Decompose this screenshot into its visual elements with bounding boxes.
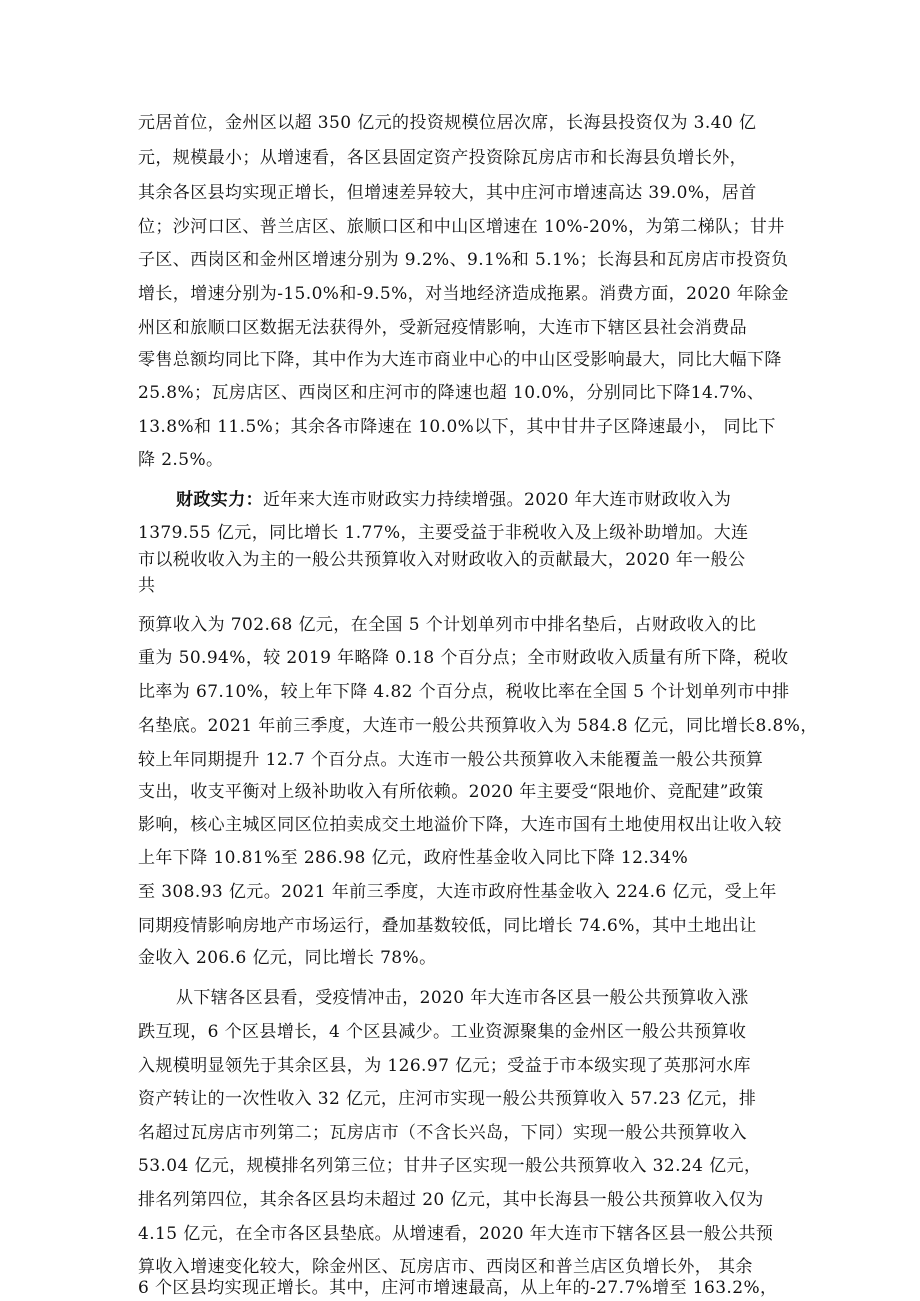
text-line: 算收入增速变化较大，除金州区、瓦房店市、西岗区和普兰店区负增长外， 其余 bbox=[138, 1257, 753, 1277]
text-line: 金收入 206.6 亿元，同比增长 78%。 bbox=[138, 948, 437, 968]
text-line: 跌互现，6 个区县增长，4 个区县减少。工业资源聚集的金州区一般公共预算收 bbox=[138, 1022, 747, 1042]
text-line: 共 bbox=[138, 576, 156, 596]
text-line: 入规模明显领先于其余区县，为 126.97 亿元；受益于市本级实现了英那河水库 bbox=[138, 1056, 751, 1076]
text-line: 53.04 亿元，规模排名列第三位；甘井子区实现一般公共预算收入 32.24 亿元， bbox=[138, 1156, 762, 1176]
text-line: 6 个区县均实现正增长。其中，庄河市增速最高，从上年的-27.7%增至 163.2%， bbox=[138, 1278, 778, 1298]
text-line: 比率为 67.10%，较上年下降 4.82 个百分点，税收比率在全国 5 个计划单列市中排 bbox=[138, 682, 790, 702]
text-line: 名超过瓦房店市列第二；瓦房店市（不含长兴岛，下同）实现一般公共预算收入 bbox=[138, 1123, 747, 1143]
text-line: 上年下降 10.81%至 286.98 亿元，政府性基金收入同比下降 12.34% bbox=[138, 848, 689, 868]
text-line: 13.8%和 11.5%；其余各市降速在 10.0%以下，其中甘井子区降速最小， 同比下 bbox=[138, 417, 776, 437]
text-line: 1379.55 亿元，同比增长 1.77%，主要受益于非税收入及上级补助增加。大连 bbox=[138, 523, 749, 543]
text-line: 25.8%；瓦房店区、西岗区和庄河市的降速也超 10.0%，分别同比下降14.7%、 bbox=[138, 383, 765, 403]
text-line: 零售总额均同比下降，其中作为大连市商业中心的中山区受影响最大，同比大幅下降 bbox=[138, 350, 782, 370]
text-line: 至 308.93 亿元。2021 年前三季度，大连市政府性基金收入 224.6 亿元，受上年 bbox=[138, 882, 777, 902]
text-line: 元，规模最小；从增速看，各区县固定资产投资除瓦房店市和长海县负增长外， bbox=[138, 148, 747, 168]
text-line: 较上年同期提升 12.7 个百分点。大连市一般公共预算收入未能覆盖一般公共预算 bbox=[138, 750, 764, 770]
text-line: 位；沙河口区、普兰店区、旅顺口区和中山区增速在 10%-20%，为第二梯队；甘井 bbox=[138, 217, 785, 237]
text-line bbox=[176, 488, 731, 512]
text-line: 州区和旅顺口区数据无法获得外，受新冠疫情影响，大连市下辖区县社会消费品 bbox=[138, 318, 747, 338]
text-line: 从下辖各区县看，受疫情冲击，2020 年大连市各区县一般公共预算收入涨 bbox=[176, 988, 749, 1008]
text-line: 重为 50.94%，较 2019 年略降 0.18 个百分点；全市财政收入质量有所下降，税收 bbox=[138, 648, 789, 668]
text-line: 影响，核心主城区同区位拍卖成交土地溢价下降，大连市国有土地使用权出让收入较 bbox=[138, 815, 782, 835]
text-line: 排名列第四位，其余各区县均未超过 20 亿元，其中长海县一般公共预算收入仅为 bbox=[138, 1190, 764, 1210]
text-line: 市以税收收入为主的一般公共预算收入对财政收入的贡献最大，2020 年一般公 bbox=[138, 550, 746, 570]
text-line: 4.15 亿元，在全市各区县垫底。从增速看，2020 年大连市下辖各区县一般公共预 bbox=[138, 1224, 774, 1244]
text-line: 降 2.5%。 bbox=[138, 450, 224, 470]
text-line: 元居首位，金州区以超 350 亿元的投资规模位居次席，长海县投资仅为 3.40 亿 bbox=[138, 113, 757, 133]
text-line: 增长，增速分别为-15.0%和-9.5%，对当地经济造成拖累。消费方面，2020 年除金 bbox=[138, 284, 789, 304]
text-span: 近年来大连市财政实力持续增强。2020 年大连市财政收入为 bbox=[263, 490, 732, 510]
text-line: 子区、西岗区和金州区增速分别为 9.2%、9.1%和 5.1%；长海县和瓦房店市投资负 bbox=[138, 250, 789, 270]
text-line: 同期疫情影响房地产市场运行，叠加基数较低，同比增长 74.6%，其中土地出让 bbox=[138, 916, 757, 936]
text-line: 支出，收支平衡对上级补助收入有所依赖。2020 年主要受“限地价、竞配建”政策 bbox=[138, 782, 764, 802]
text-line: 名垫底。2021 年前三季度，大连市一般公共预算收入为 584.8 亿元，同比增长8.8%， bbox=[138, 716, 818, 736]
text-line: 资产转让的一次性收入 32 亿元，庄河市实现一般公共预算收入 57.23 亿元，排 bbox=[138, 1089, 757, 1109]
text-line: 预算收入为 702.68 亿元，在全国 5 个计划单列市中排名垫后，占财政收入的比 bbox=[138, 615, 757, 635]
text-line: 其余各区县均实现正增长，但增速差异较大，其中庄河市增速高达 39.0%，居首 bbox=[138, 183, 757, 203]
section-heading: 财政实力： bbox=[176, 490, 263, 510]
